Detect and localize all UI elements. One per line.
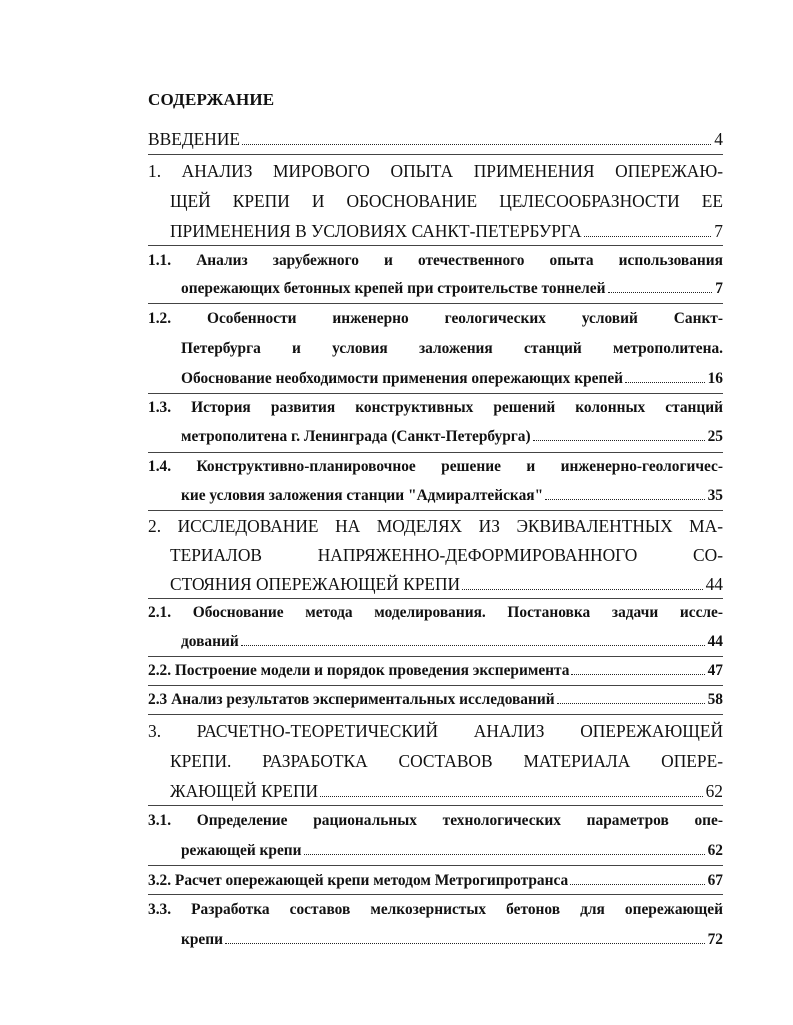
toc-entry-3-1-line2 [181, 840, 723, 862]
toc-entry-2-1-line2 [181, 631, 723, 653]
toc-entry-3-line1 [148, 720, 723, 742]
toc-entry-3-3-line2 [181, 929, 723, 951]
dot-leader [462, 589, 703, 590]
dot-leader [557, 703, 705, 704]
toc-entry-text: СТОЯНИЯ ОПЕРЕЖАЮЩЕЙ КРЕПИ [170, 574, 461, 594]
toc-entry-2-line2 [170, 544, 723, 566]
toc-entry-text: 1.1. Анализ зарубежного и отечественного опыта использования [148, 252, 723, 269]
toc-entry-1-2-line3 [181, 368, 723, 390]
toc-entry-1-2-line1 [148, 308, 723, 330]
toc-entry-text: Петербурга и условия заложения станций метрополитена. [181, 340, 723, 357]
toc-page-number: 44 [705, 574, 723, 594]
toc-entry-1-line3 [170, 220, 723, 242]
toc-entry-1-3-line1 [148, 397, 723, 419]
toc-entry-1-3-line2 [181, 426, 723, 448]
toc-entry-title: 2.2. Построение модели и порядок проведения эксперимента [148, 662, 570, 679]
divider [148, 303, 723, 304]
dot-leader [225, 943, 705, 944]
toc-entry-title: ВВЕДЕНИЕ [148, 129, 241, 149]
toc-entry-title: 2.3 Анализ результатов экспериментальных исследований [148, 691, 555, 708]
divider [148, 894, 723, 895]
toc-entry-text: ЩЕЙ КРЕПИ И ОБОСНОВАНИЕ ЦЕЛЕСООБРАЗНОСТИ ЕЕ [170, 191, 723, 211]
divider [148, 865, 723, 866]
toc-page-number: 7 [715, 280, 723, 297]
divider [148, 452, 723, 453]
toc-entry-3-3-line1 [148, 899, 723, 921]
toc-entry-text: опережающих бетонных крепей при строительстве тоннелей [181, 280, 606, 297]
toc-entry-1-2-line2 [181, 338, 723, 360]
dot-leader [545, 499, 704, 500]
toc-entry-text: 3.1. Определение рациональных технологических параметров опе- [148, 812, 723, 829]
dot-leader [570, 884, 704, 885]
dot-leader [533, 440, 705, 441]
divider [148, 714, 723, 715]
toc-entry-1-4-line2 [181, 485, 723, 507]
divider [148, 685, 723, 686]
toc-entry-text: метрополитена г. Ленинграда (Санкт-Петербурга) [181, 428, 531, 445]
toc-entry-text: Обоснование необходимости применения опережающих крепей [181, 370, 624, 387]
toc-entry-intro [148, 128, 723, 150]
dot-leader [571, 674, 704, 675]
toc-entry-1-line2 [170, 190, 723, 212]
toc-entry-2-1-line1 [148, 602, 723, 624]
toc-entry-1-line1 [148, 160, 723, 182]
toc-entry-3-line3 [170, 780, 723, 802]
toc-page-number: 62 [705, 781, 723, 801]
toc-entry-text: 3. РАСЧЕТНО-ТЕОРЕТИЧЕСКИЙ АНАЛИЗ ОПЕРЕЖАЮЩЕЙ [148, 721, 723, 741]
divider [148, 805, 723, 806]
toc-entry-1-4-line1 [148, 456, 723, 478]
divider [148, 393, 723, 394]
toc-page-number: 62 [707, 842, 723, 859]
toc-entry-text: 1. АНАЛИЗ МИРОВОГО ОПЫТА ПРИМЕНЕНИЯ ОПЕРЕЖАЮ- [148, 161, 723, 181]
toc-page-number: 7 [714, 221, 723, 241]
dot-leader [584, 236, 712, 237]
toc-entry-text: ЖАЮЩЕЙ КРЕПИ [170, 781, 319, 801]
dot-leader [304, 854, 705, 855]
toc-entry-text: 1.4. Конструктивно-планировочное решение и инженерно-геологичес- [148, 458, 723, 475]
toc-entry-2-3 [148, 689, 723, 711]
dot-leader [241, 645, 705, 646]
toc-entry-text: режающей крепи [181, 842, 302, 859]
toc-entry-title: 3.2. Расчет опережающей крепи методом Метрогипротранса [148, 872, 569, 889]
divider [148, 598, 723, 599]
dot-leader [242, 144, 711, 145]
toc-entry-text: кие условия заложения станции "Адмиралтейская" [181, 487, 544, 504]
dot-leader [320, 796, 703, 797]
toc-entry-3-2 [148, 870, 723, 892]
toc-page-number: 4 [714, 129, 723, 149]
toc-page-number: 35 [707, 487, 723, 504]
toc-entry-2-2 [148, 660, 723, 682]
toc-entry-text: 2.1. Обоснование метода моделирования. Постановка задачи иссле- [148, 604, 723, 621]
dot-leader [625, 382, 705, 383]
toc-page-number: 44 [707, 633, 723, 650]
toc-entry-text: ТЕРИАЛОВ НАПРЯЖЕННО-ДЕФОРМИРОВАННОГО СО- [170, 545, 723, 565]
toc-page-number: 16 [707, 370, 723, 387]
toc-entry-text: 1.2. Особенности инженерно геологических условий Санкт- [148, 310, 723, 327]
toc-entry-text: дований [181, 633, 239, 650]
dot-leader [608, 292, 713, 293]
toc-entry-text: 1.3. История развития конструктивных решений колонных станций [148, 399, 723, 416]
divider [148, 154, 723, 155]
toc-entry-3-1-line1 [148, 810, 723, 832]
toc-page-number: 72 [707, 931, 723, 948]
toc-page-number: 67 [707, 872, 723, 889]
toc-page-number: 58 [707, 691, 723, 708]
toc-entry-text: крепи [181, 931, 223, 948]
toc-entry-text: ПРИМЕНЕНИЯ В УСЛОВИЯХ САНКТ-ПЕТЕРБУРГА [170, 221, 582, 241]
toc-entry-text: 2. ИССЛЕДОВАНИЕ НА МОДЕЛЯХ ИЗ ЭКВИВАЛЕНТНЫХ МА- [148, 516, 723, 536]
toc-page-number: 25 [707, 428, 723, 445]
toc-entry-1-1-line1 [148, 250, 723, 272]
toc-entry-2-line3 [170, 573, 723, 595]
toc-entry-text: КРЕПИ. РАЗРАБОТКА СОСТАВОВ МАТЕРИАЛА ОПЕРЕ- [170, 751, 723, 771]
toc-entry-text: 3.3. Разработка составов мелкозернистых бетонов для опережающей [148, 901, 723, 918]
divider [148, 656, 723, 657]
toc-entry-2-line1 [148, 515, 723, 537]
toc-page-number: 47 [707, 662, 723, 679]
page-title: СОДЕРЖАНИЕ [148, 90, 275, 109]
divider [148, 510, 723, 511]
toc-entry-1-1-line2 [181, 278, 723, 300]
toc-entry-3-line2 [170, 750, 723, 772]
divider [148, 245, 723, 246]
